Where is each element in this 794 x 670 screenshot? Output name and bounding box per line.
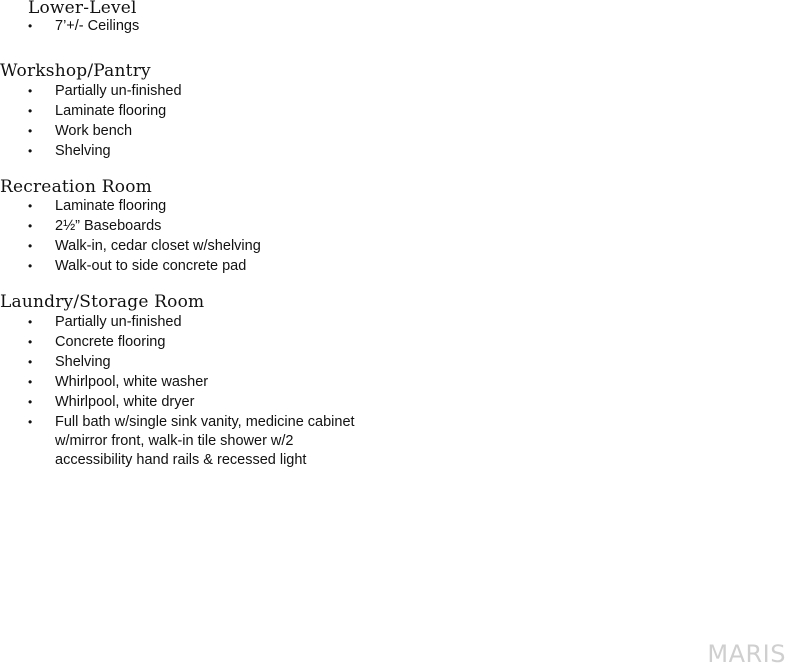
section-heading-workshop-pantry: Workshop/Pantry — [0, 61, 151, 81]
bullet-icon: • — [28, 219, 33, 233]
list-item-line: Full bath w/single sink vanity, medicine cabinet — [55, 414, 355, 430]
bullet-icon: • — [28, 335, 33, 349]
list-item-line: w/mirror front, walk-in tile shower w/2 — [55, 433, 294, 449]
bullet-icon: • — [28, 259, 33, 273]
maris-watermark: MARIS — [707, 640, 786, 668]
list-item-line: accessibility hand rails & recessed light — [55, 452, 307, 468]
bullet-icon: • — [28, 395, 33, 409]
bullet-icon: • — [28, 199, 33, 213]
bullet-icon: • — [28, 104, 33, 118]
bullet-icon: • — [28, 315, 33, 329]
bullet-icon: • — [28, 84, 33, 98]
bullet-icon: • — [28, 415, 33, 429]
bullet-icon: • — [28, 375, 33, 389]
bullet-icon: • — [28, 144, 33, 158]
bullet-icon: • — [28, 239, 33, 253]
bullet-icon: • — [28, 355, 33, 369]
document-page: Lower-Level • 7’+/- Ceilings Workshop/Pantry • Partially un-finished • Laminate flooring • Work bench • Shelving Recreation Room • Laminate flooring • 2½” Baseboards • Walk-in, cedar closet w/shelving • Walk-out to side concrete pad Laundry/Storage Room • Partially un-finished • Concrete flooring • Shelving • Whirlpool, white washer • Whirlpool, white dryer • Full bath w/single sink vanity, medicine cabinet w/mirror front, walk-in tile shower w/2 accessibility hand rails & recessed light MARIS — [0, 0, 786, 668]
bullet-icon: • — [28, 19, 33, 33]
section-heading-lower-level: Lower-Level — [28, 0, 137, 18]
section-heading-laundry-storage-room: Laundry/Storage Room — [0, 292, 205, 312]
section-heading-recreation-room: Recreation Room — [0, 177, 152, 197]
bullet-icon: • — [28, 124, 33, 138]
